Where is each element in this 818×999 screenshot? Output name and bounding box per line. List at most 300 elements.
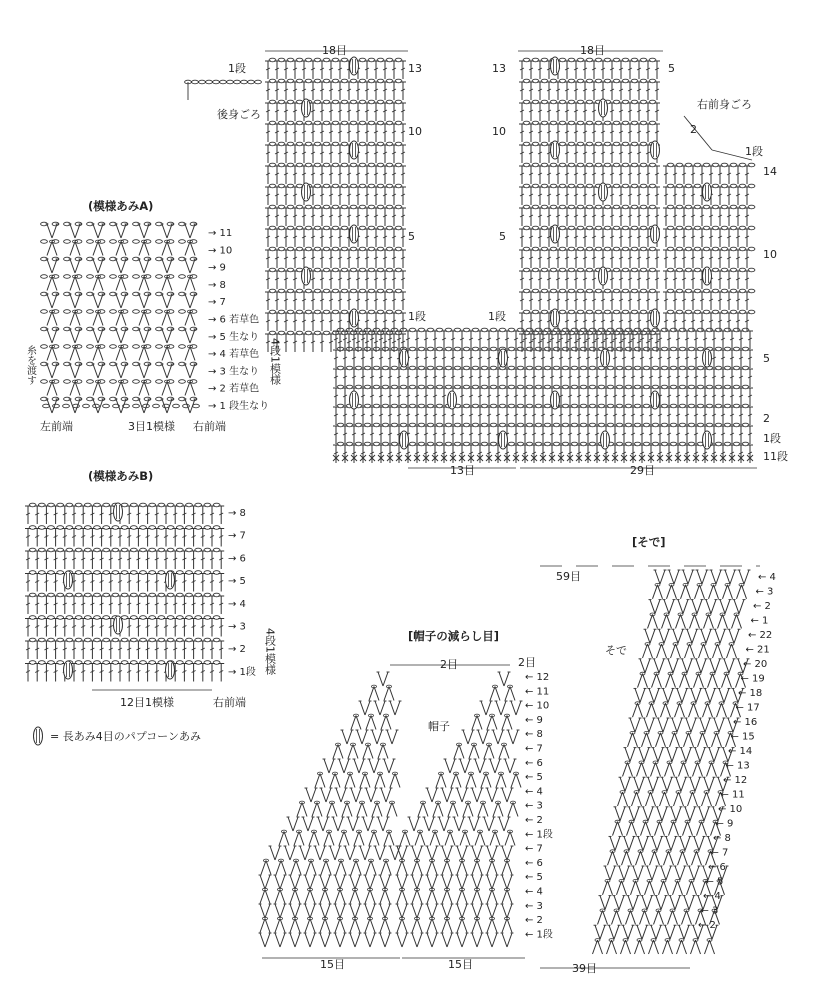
- dc-stitch: [735, 208, 741, 226]
- hood-stitch: [457, 859, 467, 874]
- chain-stitch: [454, 385, 461, 389]
- dc-stitch: [432, 331, 438, 349]
- dc-stitch: [666, 369, 672, 387]
- chain-stitch: [577, 205, 584, 209]
- dc-stitch: [25, 574, 31, 592]
- hood-stitch: [480, 701, 493, 715]
- chain-stitch: [395, 142, 402, 146]
- chain-stitch: [278, 121, 285, 125]
- hood-stitch: [284, 846, 297, 860]
- chain-stitch: [130, 548, 137, 552]
- chain-stitch: [158, 593, 165, 597]
- dc-stitch: [519, 103, 525, 121]
- chain-stitch: [472, 423, 479, 427]
- chain-stitch: [296, 163, 303, 167]
- chain-stitch: [103, 503, 110, 507]
- sleeve-stitch: [621, 939, 631, 954]
- chain-stitch: [368, 79, 375, 83]
- chain-stitch: [112, 638, 119, 642]
- chain-stitch: [481, 404, 488, 408]
- dc-stitch: [726, 271, 732, 289]
- dc-stitch: [172, 551, 178, 569]
- chain-stitch: [395, 205, 402, 209]
- chain-stitch: [721, 163, 728, 167]
- hood-stitch: [486, 904, 499, 918]
- chain-stitch: [186, 616, 193, 620]
- chain-stitch: [544, 385, 551, 389]
- dc-stitch: [528, 82, 534, 100]
- sleeve-stitch: [723, 583, 733, 598]
- pattern-a-row-label: → 5 生なり: [208, 331, 260, 343]
- sleeve-stitch: [655, 896, 668, 910]
- chain-stitch: [577, 247, 584, 251]
- dc-stitch: [609, 82, 615, 100]
- hood-stitch: [466, 772, 476, 787]
- dc-stitch: [609, 271, 615, 289]
- sleeve-stitch: [686, 629, 699, 643]
- chain-stitch: [649, 268, 656, 272]
- dc-stitch: [591, 166, 597, 184]
- chain-stitch: [613, 100, 620, 104]
- chain-stitch: [66, 616, 73, 620]
- dc-stitch: [627, 229, 633, 247]
- dc-stitch: [62, 529, 68, 547]
- hood-stitch: [412, 917, 422, 932]
- chain-stitch: [730, 310, 737, 314]
- dc-stitch: [720, 388, 726, 406]
- dc-stitch: [663, 271, 669, 289]
- dc-stitch: [292, 187, 298, 205]
- chain-stitch: [721, 205, 728, 209]
- dc-stitch: [546, 103, 552, 121]
- chain-stitch: [395, 58, 402, 62]
- chain-stitch: [368, 226, 375, 230]
- chain-stitch: [305, 247, 312, 251]
- dc-stitch: [573, 292, 579, 310]
- dc-stitch: [283, 82, 289, 100]
- chain-stitch: [87, 345, 94, 349]
- chain-stitch: [559, 247, 566, 251]
- hood-stitch: [471, 788, 484, 802]
- chain-stitch: [568, 100, 575, 104]
- dc-stitch: [564, 145, 570, 163]
- dc-stitch: [468, 331, 474, 349]
- sleeve-stitch: [676, 613, 686, 628]
- dc-stitch: [744, 229, 750, 247]
- chain-stitch: [454, 423, 461, 427]
- sleeve-stitch: [661, 702, 671, 717]
- dc-stitch: [154, 641, 160, 659]
- chain-stitch: [586, 79, 593, 83]
- chain-stitch: [386, 205, 393, 209]
- dc-stitch: [576, 369, 582, 387]
- dc-stitch: [591, 82, 597, 100]
- dc-stitch: [172, 506, 178, 524]
- dc-stitch: [582, 229, 588, 247]
- hood-stitch: [315, 772, 325, 787]
- dc-stitch: [729, 369, 735, 387]
- dc-stitch: [373, 229, 379, 247]
- dc-stitch: [373, 292, 379, 310]
- hood-stitch: [320, 917, 330, 932]
- hood-stitch: [510, 701, 523, 715]
- dc-stitch: [145, 574, 151, 592]
- dc-stitch: [645, 208, 651, 226]
- hood-stitch: [427, 917, 437, 932]
- chain-stitch: [463, 404, 470, 408]
- dc-stitch: [319, 145, 325, 163]
- sleeve-stitch: [651, 836, 664, 850]
- chain-stitch: [296, 226, 303, 230]
- sleeve-stitch: [643, 718, 656, 732]
- dc-stitch: [441, 388, 447, 406]
- dc-stitch: [99, 529, 105, 547]
- dc-stitch: [337, 145, 343, 163]
- chain-stitch: [38, 638, 45, 642]
- dc-stitch: [609, 250, 615, 268]
- chain-stitch: [368, 121, 375, 125]
- dc-stitch: [172, 596, 178, 614]
- dc-stitch: [600, 61, 606, 79]
- dc-stitch: [582, 103, 588, 121]
- chain-stitch: [523, 310, 530, 314]
- chain-stitch: [550, 100, 557, 104]
- chain-stitch: [140, 593, 147, 597]
- hood-stitch: [380, 788, 393, 802]
- chain-stitch: [66, 503, 73, 507]
- chain-stitch: [721, 226, 728, 230]
- chain-stitch: [278, 79, 285, 83]
- chain-stitch: [523, 205, 530, 209]
- popcorn-stitch: [703, 183, 712, 201]
- dc-stitch: [355, 103, 361, 121]
- chain-stitch: [296, 310, 303, 314]
- dc-stitch: [582, 271, 588, 289]
- chain-stitch: [66, 593, 73, 597]
- chain-stitch: [57, 638, 64, 642]
- chain-stitch: [359, 310, 366, 314]
- dc-stitch: [391, 271, 397, 289]
- chain-stitch: [649, 100, 656, 104]
- chain-stitch: [38, 571, 45, 575]
- sleeve-row-label: ← 10: [718, 804, 743, 815]
- chain-stitch: [550, 247, 557, 251]
- sleeve-stitch: [650, 850, 660, 865]
- dc-stitch: [310, 124, 316, 142]
- chain-stitch: [595, 310, 602, 314]
- hood-row-label: ← 1段: [525, 829, 553, 841]
- pattern-a-row-label: → 7: [208, 297, 226, 309]
- dc-stitch: [636, 61, 642, 79]
- hood-stitch: [460, 830, 470, 845]
- sleeve-stitch: [641, 820, 651, 835]
- chain-stitch: [577, 163, 584, 167]
- sleeve-stitch: [593, 939, 603, 954]
- chain-stitch: [670, 385, 677, 389]
- dc-stitch: [618, 61, 624, 79]
- chain-stitch: [103, 593, 110, 597]
- chain-stitch: [613, 268, 620, 272]
- chain-stitch: [52, 240, 59, 244]
- hood-stitch: [365, 788, 378, 802]
- sleeve-stitch: [685, 643, 695, 658]
- sleeve-stitch: [645, 879, 655, 894]
- chain-stitch: [112, 526, 119, 530]
- chain-stitch: [733, 366, 740, 370]
- dc-stitch: [486, 350, 492, 368]
- chain-stitch: [179, 380, 186, 384]
- chain-stitch: [52, 380, 59, 384]
- dc-stitch: [513, 331, 519, 349]
- dc-stitch: [585, 388, 591, 406]
- dc-stitch: [71, 641, 77, 659]
- dc-stitch: [528, 292, 534, 310]
- chain-stitch: [332, 205, 339, 209]
- chain-stitch: [661, 385, 668, 389]
- chain-stitch: [730, 184, 737, 188]
- dc-stitch: [355, 334, 361, 352]
- chain-stitch: [409, 347, 416, 351]
- dc-stitch: [364, 103, 370, 121]
- dc-stitch: [200, 619, 206, 637]
- dc-stitch: [283, 292, 289, 310]
- chain-stitch: [541, 58, 548, 62]
- dc-stitch: [432, 388, 438, 406]
- chain-stitch: [568, 310, 575, 314]
- chain-stitch: [377, 121, 384, 125]
- hood-stitch: [305, 888, 315, 903]
- sleeve-stitch: [675, 777, 688, 791]
- dc-stitch: [627, 103, 633, 121]
- hood-stitch: [501, 788, 514, 802]
- chain-stitch: [278, 100, 285, 104]
- chain-stitch: [670, 442, 677, 446]
- chain-stitch: [355, 423, 362, 427]
- chain-stitch: [622, 100, 629, 104]
- sleeve-stitch: [704, 613, 714, 628]
- chain-stitch: [386, 268, 393, 272]
- dc-stitch: [537, 82, 543, 100]
- chain-stitch: [48, 593, 55, 597]
- dc-stitch: [630, 407, 636, 425]
- dc-stitch: [126, 551, 132, 569]
- chain-stitch: [640, 310, 647, 314]
- dc-stitch: [573, 103, 579, 121]
- chain-stitch: [661, 442, 668, 446]
- dc-stitch: [360, 350, 366, 368]
- chain-stitch: [64, 310, 71, 314]
- hood-stitch: [451, 772, 461, 787]
- chain-stitch: [48, 503, 55, 507]
- dc-stitch: [744, 250, 750, 268]
- chain-stitch: [158, 548, 165, 552]
- pattern-a-row-label: → 2 若草色: [208, 383, 260, 395]
- sleeve-stitch: [687, 879, 697, 894]
- hood-stitch: [369, 685, 379, 700]
- hood-stitch: [493, 801, 503, 816]
- chain-stitch: [559, 121, 566, 125]
- dc-stitch: [477, 350, 483, 368]
- dc-stitch: [364, 292, 370, 310]
- dc-stitch: [735, 166, 741, 184]
- sleeve-stitch: [654, 570, 667, 584]
- chain-stitch: [75, 345, 82, 349]
- chain-stitch: [323, 142, 330, 146]
- chain-stitch: [364, 385, 371, 389]
- dc-stitch: [738, 369, 744, 387]
- chain-stitch: [712, 268, 719, 272]
- popcorn-stitch: [350, 391, 359, 409]
- dc-stitch: [364, 334, 370, 352]
- dc-stitch: [218, 596, 224, 614]
- chain-stitch: [541, 205, 548, 209]
- dc-stitch: [89, 574, 95, 592]
- back-chain-tail: [185, 80, 262, 100]
- chain-stitch: [57, 548, 64, 552]
- back-row-label-10: 10: [408, 125, 422, 138]
- pattern-a-row-label: → 3 生なり: [208, 366, 260, 378]
- pattern-a-row-label: → 8: [208, 279, 226, 291]
- chain-stitch: [523, 289, 530, 293]
- chain-stitch: [559, 226, 566, 230]
- sleeve-stitch: [712, 731, 722, 746]
- popcorn-stitch: [651, 141, 660, 159]
- dc-stitch: [618, 229, 624, 247]
- chain-stitch: [445, 385, 452, 389]
- dc-stitch: [360, 369, 366, 387]
- chain-stitch: [640, 247, 647, 251]
- sleeve-stitch: [654, 909, 664, 924]
- chain-stitch: [622, 142, 629, 146]
- chain-stitch: [368, 163, 375, 167]
- hood-stitch: [442, 859, 452, 874]
- popcorn-stitch: [499, 349, 508, 367]
- dc-stitch: [310, 145, 316, 163]
- chain-stitch: [269, 79, 276, 83]
- hood-stitch: [350, 888, 360, 903]
- dc-stitch: [342, 350, 348, 368]
- dc-stitch: [531, 388, 537, 406]
- chain-stitch: [586, 58, 593, 62]
- chain-stitch: [176, 548, 183, 552]
- dc-stitch: [145, 529, 151, 547]
- dc-stitch: [333, 369, 339, 387]
- dc-stitch: [89, 596, 95, 614]
- dc-stitch: [292, 292, 298, 310]
- chain-stitch: [463, 328, 470, 332]
- chain-stitch: [418, 385, 425, 389]
- popcorn-stitch: [350, 309, 359, 327]
- dc-stitch: [172, 619, 178, 637]
- chain-stitch: [616, 347, 623, 351]
- chain-stitch: [454, 366, 461, 370]
- hood-stitch: [471, 846, 484, 860]
- dc-stitch: [191, 574, 197, 592]
- chain-stitch: [395, 289, 402, 293]
- dc-stitch: [328, 103, 334, 121]
- dc-stitch: [675, 350, 681, 368]
- chain-stitch: [532, 142, 539, 146]
- dc-stitch: [645, 292, 651, 310]
- chain-stitch: [337, 423, 344, 427]
- chain-stitch: [409, 385, 416, 389]
- dc-stitch: [53, 529, 59, 547]
- chain-stitch: [75, 661, 82, 665]
- dc-stitch: [477, 369, 483, 387]
- hood-stitch: [374, 701, 387, 715]
- chain-stitch: [625, 385, 632, 389]
- dc-stitch: [34, 619, 40, 637]
- dc-stitch: [441, 331, 447, 349]
- chain-stitch: [595, 142, 602, 146]
- hood-row-label: ← 3: [525, 800, 543, 812]
- chain-stitch: [98, 310, 105, 314]
- dc-stitch: [378, 369, 384, 387]
- chain-stitch: [559, 268, 566, 272]
- dc-stitch: [585, 369, 591, 387]
- chain-stitch: [269, 184, 276, 188]
- dc-stitch: [636, 145, 642, 163]
- sleeve-stitch: [704, 688, 717, 702]
- dc-stitch: [108, 596, 114, 614]
- chain-stitch: [64, 240, 71, 244]
- dc-stitch: [630, 350, 636, 368]
- chain-stitch: [523, 163, 530, 167]
- chain-stitch: [532, 58, 539, 62]
- dc-stitch: [519, 208, 525, 226]
- dc-stitch: [648, 369, 654, 387]
- hood-stitch: [323, 759, 336, 773]
- chain-stitch: [568, 142, 575, 146]
- chain-stitch: [631, 58, 638, 62]
- chain-stitch: [685, 310, 692, 314]
- chain-stitch: [314, 205, 321, 209]
- legend-text: = 長あみ4目のパプコーンあみ: [50, 730, 201, 743]
- sleeve-stitch: [697, 820, 707, 835]
- dc-stitch: [346, 250, 352, 268]
- chain-stitch: [553, 442, 560, 446]
- chain-stitch: [386, 121, 393, 125]
- chain-stitch: [739, 184, 746, 188]
- dc-stitch: [283, 145, 289, 163]
- hood-stitch: [472, 859, 482, 874]
- dc-stitch: [400, 208, 406, 226]
- chain-stitch: [103, 548, 110, 552]
- chain-stitch: [204, 548, 211, 552]
- hood-stitch: [380, 888, 390, 903]
- dc-stitch: [218, 664, 224, 682]
- popcorn-stitch: [350, 225, 359, 243]
- chain-stitch: [179, 310, 186, 314]
- chain-stitch: [523, 100, 530, 104]
- chain-stitch: [75, 503, 82, 507]
- hood-stitch: [320, 888, 330, 903]
- dc-stitch: [99, 664, 105, 682]
- chain-stitch: [541, 310, 548, 314]
- dc-stitch: [657, 350, 663, 368]
- chain-stitch: [571, 366, 578, 370]
- dc-stitch: [154, 529, 160, 547]
- pattern-a-row-labels: [208, 228, 269, 412]
- dc-stitch: [618, 250, 624, 268]
- dc-stitch: [378, 407, 384, 425]
- hood-stitch: [379, 875, 392, 889]
- dc-stitch: [519, 271, 525, 289]
- sleeve-stitch: [640, 909, 650, 924]
- sleeve-stitch: [660, 866, 673, 880]
- chain-stitch: [190, 275, 197, 279]
- dc-stitch: [391, 166, 397, 184]
